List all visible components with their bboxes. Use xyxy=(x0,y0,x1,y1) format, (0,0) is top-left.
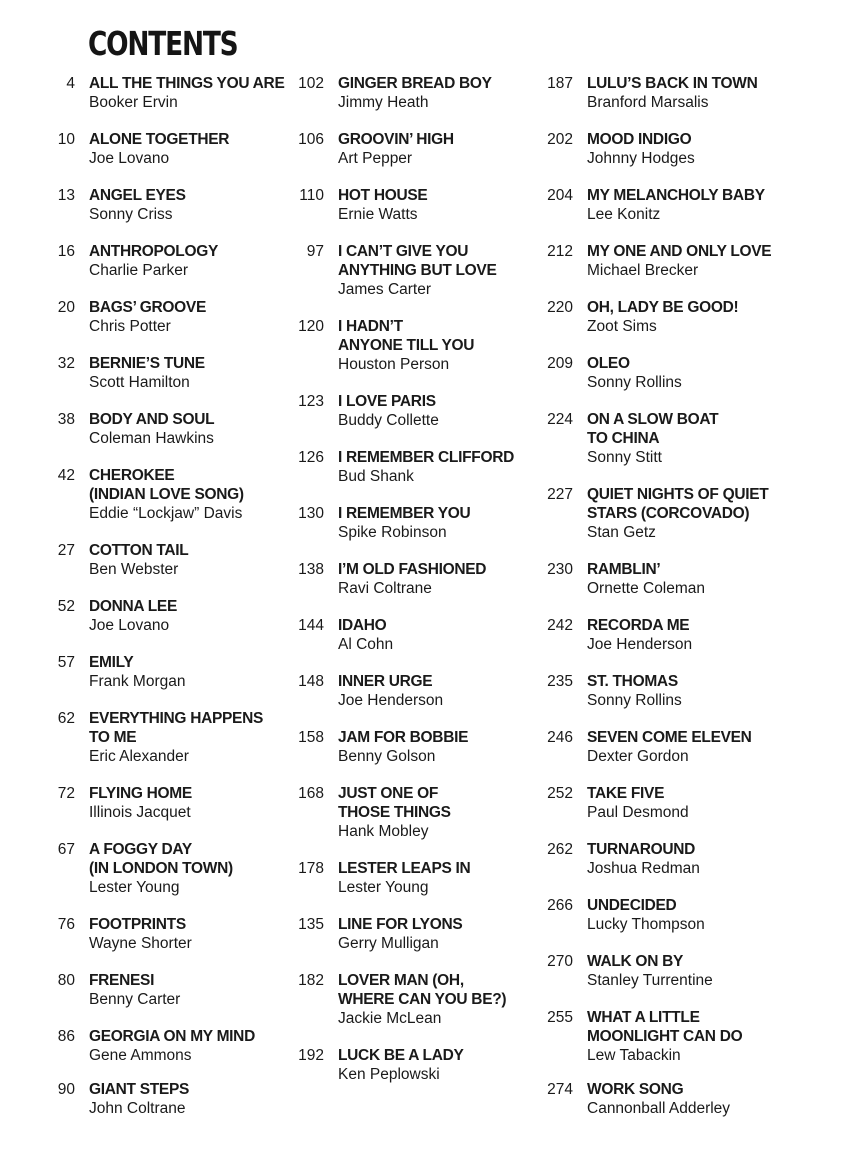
song-title-line: COTTON TAIL xyxy=(89,542,189,559)
toc-entry xyxy=(538,784,788,822)
toc-entry xyxy=(40,410,290,448)
toc-entry xyxy=(289,130,539,168)
page-number: 270 xyxy=(547,953,573,970)
song-title xyxy=(89,410,214,429)
song-title xyxy=(338,859,470,878)
song-title xyxy=(587,728,752,747)
song-title xyxy=(338,728,468,747)
song-title-line: ST. THOMAS xyxy=(587,673,678,690)
artist-name: Joshua Redman xyxy=(587,860,700,877)
toc-entry xyxy=(538,242,788,280)
artist-name: Illinois Jacquet xyxy=(89,804,191,821)
song-title-line: GROOVIN’ HIGH xyxy=(338,131,454,148)
page-number: 38 xyxy=(57,411,75,428)
page-number: 52 xyxy=(57,598,75,615)
artist-name: Stanley Turrentine xyxy=(587,972,713,989)
song-title-line: I LOVE PARIS xyxy=(338,393,436,410)
page-number: 72 xyxy=(57,785,75,802)
page-number: 130 xyxy=(298,505,324,522)
song-title xyxy=(89,840,233,878)
toc-entry xyxy=(289,448,539,486)
song-title xyxy=(89,541,188,560)
song-title-line: (IN LONDON TOWN) xyxy=(89,860,233,877)
artist-name: Sonny Criss xyxy=(89,206,173,223)
toc-entry xyxy=(289,859,539,897)
toc-entry xyxy=(40,466,290,523)
song-title xyxy=(338,186,427,205)
page-number: 144 xyxy=(298,617,324,634)
page-number: 42 xyxy=(57,467,75,484)
song-title xyxy=(587,896,705,915)
artist-name: Eddie “Lockjaw” Davis xyxy=(89,505,243,522)
page-number: 86 xyxy=(57,1028,75,1045)
page-number: 10 xyxy=(57,131,75,148)
artist-name: Gene Ammons xyxy=(89,1047,192,1064)
artist-name: Booker Ervin xyxy=(89,94,178,111)
toc-entry xyxy=(289,242,539,299)
song-title-line: FOOTPRINTS xyxy=(89,916,186,933)
toc-entry xyxy=(289,616,539,654)
page-number: 192 xyxy=(298,1047,324,1064)
song-title-line: GEORGIA ON MY MIND xyxy=(89,1028,255,1045)
page-number: 252 xyxy=(547,785,573,802)
song-title-line: THOSE THINGS xyxy=(338,804,451,821)
toc-entry xyxy=(40,242,290,280)
song-title xyxy=(89,242,218,261)
song-title xyxy=(89,597,177,616)
song-title xyxy=(338,616,393,635)
page-number: 126 xyxy=(298,449,324,466)
artist-name: Lee Konitz xyxy=(587,206,661,223)
song-title xyxy=(89,915,192,934)
song-title-line: GIANT STEPS xyxy=(89,1081,190,1098)
toc-entry xyxy=(40,74,290,112)
song-title-line: MOOD INDIGO xyxy=(587,131,692,148)
song-title-line: CHEROKEE xyxy=(89,467,175,484)
toc-entry xyxy=(538,410,788,467)
song-title-line: TAKE FIVE xyxy=(587,785,665,802)
artist-name: James Carter xyxy=(338,281,432,298)
song-title-line: RECORDA ME xyxy=(587,617,690,634)
song-title xyxy=(338,74,492,93)
toc-entry xyxy=(538,186,788,224)
toc-entry xyxy=(40,298,290,336)
artist-name: Ken Peplowski xyxy=(338,1066,440,1083)
song-title xyxy=(89,784,192,803)
song-title-line: ON A SLOW BOAT xyxy=(587,411,719,428)
page-number: 182 xyxy=(298,972,324,989)
toc-entry xyxy=(538,896,788,934)
artist-name: Sonny Rollins xyxy=(587,374,682,391)
toc-entry xyxy=(538,728,788,766)
page-number: 262 xyxy=(547,841,573,858)
artist-name: Art Pepper xyxy=(338,150,413,167)
toc-entry xyxy=(289,74,539,112)
song-title-line: ALL THE THINGS YOU ARE xyxy=(89,75,285,92)
artist-name: Stan Getz xyxy=(587,524,656,541)
page-number: 220 xyxy=(547,299,573,316)
song-title-line: LINE FOR LYONS xyxy=(338,916,463,933)
song-title xyxy=(587,784,689,803)
artist-name: Hank Mobley xyxy=(338,823,429,840)
song-title xyxy=(338,130,454,149)
toc-entry xyxy=(40,784,290,822)
page-number: 62 xyxy=(57,710,75,727)
song-title-line: EMILY xyxy=(89,654,134,671)
artist-name: Lester Young xyxy=(338,879,429,896)
page-number: 212 xyxy=(547,243,573,260)
song-title xyxy=(89,709,263,747)
song-title-line: EVERYTHING HAPPENS xyxy=(89,710,264,727)
song-title-line: (INDIAN LOVE SONG) xyxy=(89,486,244,503)
song-title xyxy=(587,354,682,373)
page-number: 227 xyxy=(547,486,573,503)
toc-entry xyxy=(538,1008,788,1065)
page-number: 235 xyxy=(547,673,573,690)
page-number: 242 xyxy=(547,617,573,634)
toc-entry xyxy=(40,1080,290,1118)
song-title-line: TO ME xyxy=(89,729,137,746)
toc-entry xyxy=(40,840,290,897)
song-title-line: OLEO xyxy=(587,355,630,372)
song-title xyxy=(89,130,229,149)
song-title-line: FRENESI xyxy=(89,972,155,989)
page-number: 102 xyxy=(298,75,324,92)
song-title-line: ANYONE TILL YOU xyxy=(338,337,475,354)
artist-name: Lew Tabackin xyxy=(587,1047,681,1064)
song-title xyxy=(89,1027,255,1046)
song-title xyxy=(89,1080,189,1099)
toc-entry xyxy=(40,971,290,1009)
song-title xyxy=(89,354,205,373)
page-number: 148 xyxy=(298,673,324,690)
song-title-line: BAGS’ GROOVE xyxy=(89,299,206,316)
artist-name: Eric Alexander xyxy=(89,748,189,765)
artist-name: Spike Robinson xyxy=(338,524,447,541)
artist-name: Ornette Coleman xyxy=(587,580,706,597)
song-title xyxy=(587,1008,742,1046)
toc-entry xyxy=(538,560,788,598)
artist-name: John Coltrane xyxy=(89,1100,186,1117)
artist-name: Lucky Thompson xyxy=(587,916,705,933)
song-title-line: ANYTHING BUT LOVE xyxy=(338,262,497,279)
song-title-line: DONNA LEE xyxy=(89,598,178,615)
page-number: 255 xyxy=(547,1009,573,1026)
song-title xyxy=(587,616,692,635)
page-number: 67 xyxy=(57,841,75,858)
song-title-line: I CAN’T GIVE YOU xyxy=(338,243,469,260)
toc-entry xyxy=(538,672,788,710)
song-title xyxy=(338,971,506,1009)
song-title-line: ALONE TOGETHER xyxy=(89,131,230,148)
toc-entry xyxy=(40,541,290,579)
page-number: 224 xyxy=(547,411,573,428)
song-title xyxy=(89,74,285,93)
song-title-line: I REMEMBER YOU xyxy=(338,505,471,522)
page-number: 202 xyxy=(547,131,573,148)
artist-name: Joe Henderson xyxy=(587,636,693,653)
toc-entry xyxy=(538,298,788,336)
page-number: 158 xyxy=(298,729,324,746)
song-title-line: I HADN’T xyxy=(338,318,403,335)
page-number: 90 xyxy=(57,1081,75,1098)
song-title xyxy=(587,130,695,149)
toc-entry xyxy=(289,504,539,542)
song-title-line: UNDECIDED xyxy=(587,897,677,914)
song-title-line: FLYING HOME xyxy=(89,785,192,802)
artist-name: Paul Desmond xyxy=(587,804,689,821)
toc-entry xyxy=(538,840,788,878)
page-title: CONTENTS xyxy=(88,24,238,63)
page-number: 266 xyxy=(547,897,573,914)
page-number: 204 xyxy=(547,187,573,204)
song-title-line: LESTER LEAPS IN xyxy=(338,860,471,877)
toc-entry xyxy=(289,317,539,374)
song-title-line: LOVER MAN (OH, xyxy=(338,972,464,989)
toc-entry xyxy=(40,709,290,766)
artist-name: Jimmy Heath xyxy=(338,94,429,111)
toc-entry xyxy=(40,653,290,691)
song-title xyxy=(89,466,244,504)
artist-name: Joe Henderson xyxy=(338,692,444,709)
song-title xyxy=(338,242,497,280)
page-number: 209 xyxy=(547,355,573,372)
artist-name: Coleman Hawkins xyxy=(89,430,214,447)
song-title-line: I’M OLD FASHIONED xyxy=(338,561,487,578)
page-number: 20 xyxy=(57,299,75,316)
page-number: 4 xyxy=(66,75,75,92)
toc-entry xyxy=(538,1080,788,1118)
song-title-line: OH, LADY BE GOOD! xyxy=(587,299,739,316)
page-number: 97 xyxy=(306,243,324,260)
song-title-line: JUST ONE OF xyxy=(338,785,439,802)
song-title-line: BERNIE’S TUNE xyxy=(89,355,205,372)
artist-name: Ben Webster xyxy=(89,561,179,578)
song-title-line: TURNAROUND xyxy=(587,841,696,858)
page-number: 138 xyxy=(298,561,324,578)
artist-name: Charlie Parker xyxy=(89,262,189,279)
song-title-line: WALK ON BY xyxy=(587,953,684,970)
song-title xyxy=(587,560,705,579)
artist-name: Zoot Sims xyxy=(587,318,657,335)
song-title xyxy=(587,74,758,93)
artist-name: Bud Shank xyxy=(338,468,414,485)
song-title xyxy=(338,317,474,355)
song-title xyxy=(587,186,765,205)
song-title xyxy=(89,298,206,317)
page-number: 16 xyxy=(57,243,75,260)
artist-name: Gerry Mulligan xyxy=(338,935,439,952)
song-title-line: MY MELANCHOLY BABY xyxy=(587,187,765,204)
song-title-line: QUIET NIGHTS OF QUIET xyxy=(587,486,769,503)
toc-entry xyxy=(538,485,788,542)
song-title xyxy=(587,298,738,317)
song-title xyxy=(338,392,439,411)
page-number: 13 xyxy=(57,187,75,204)
song-title xyxy=(338,448,514,467)
artist-name: Benny Carter xyxy=(89,991,181,1008)
toc-entry xyxy=(289,971,539,1028)
toc-entry xyxy=(40,354,290,392)
artist-name: Scott Hamilton xyxy=(89,374,190,391)
page-number: 27 xyxy=(57,542,75,559)
page-number: 178 xyxy=(298,860,324,877)
page-number: 120 xyxy=(298,318,324,335)
song-title-line: INNER URGE xyxy=(338,673,433,690)
song-title-line: STARS (CORCOVADO) xyxy=(587,505,750,522)
artist-name: Cannonball Adderley xyxy=(587,1100,731,1117)
song-title xyxy=(587,840,700,859)
page-number: 168 xyxy=(298,785,324,802)
artist-name: Ernie Watts xyxy=(338,206,418,223)
artist-name: Branford Marsalis xyxy=(587,94,709,111)
song-title-line: LUCK BE A LADY xyxy=(338,1047,464,1064)
toc-entry xyxy=(40,186,290,224)
artist-name: Michael Brecker xyxy=(587,262,699,279)
song-title xyxy=(338,915,462,934)
toc-entry xyxy=(40,130,290,168)
song-title-line: I REMEMBER CLIFFORD xyxy=(338,449,514,466)
song-title-line: ANTHROPOLOGY xyxy=(89,243,219,260)
page-number: 106 xyxy=(298,131,324,148)
toc-entry xyxy=(40,915,290,953)
song-title xyxy=(587,485,768,523)
song-title xyxy=(338,560,486,579)
artist-name: Sonny Rollins xyxy=(587,692,682,709)
toc-entry xyxy=(538,354,788,392)
song-title xyxy=(587,410,718,448)
song-title-line: IDAHO xyxy=(338,617,387,634)
page-number: 123 xyxy=(298,393,324,410)
song-title xyxy=(338,504,470,523)
song-title-line: JAM FOR BOBBIE xyxy=(338,729,469,746)
toc-entry xyxy=(289,1046,539,1084)
page-number: 246 xyxy=(547,729,573,746)
song-title-line: HOT HOUSE xyxy=(338,187,428,204)
artist-name: Jackie McLean xyxy=(338,1010,442,1027)
song-title xyxy=(587,672,682,691)
toc-entry xyxy=(289,672,539,710)
song-title-line: RAMBLIN’ xyxy=(587,561,661,578)
artist-name: Johnny Hodges xyxy=(587,150,695,167)
song-title-line: GINGER BREAD BOY xyxy=(338,75,492,92)
toc-entry xyxy=(289,915,539,953)
song-title-line: SEVEN COME ELEVEN xyxy=(587,729,752,746)
song-title-line: WHAT A LITTLE xyxy=(587,1009,700,1026)
toc-entry xyxy=(538,74,788,112)
toc-entry xyxy=(289,784,539,841)
page-number: 80 xyxy=(57,972,75,989)
artist-name: Benny Golson xyxy=(338,748,436,765)
song-title-line: WHERE CAN YOU BE?) xyxy=(338,991,507,1008)
artist-name: Joe Lovano xyxy=(89,617,170,634)
artist-name: Al Cohn xyxy=(338,636,394,653)
toc-entry xyxy=(289,392,539,430)
song-title xyxy=(89,186,186,205)
artist-name: Ravi Coltrane xyxy=(338,580,432,597)
toc-entry xyxy=(40,1027,290,1065)
song-title xyxy=(338,672,443,691)
page-number: 274 xyxy=(547,1081,573,1098)
song-title-line: TO CHINA xyxy=(587,430,660,447)
toc-entry xyxy=(538,616,788,654)
artist-name: Chris Potter xyxy=(89,318,171,335)
song-title xyxy=(587,952,713,971)
page-number: 32 xyxy=(57,355,75,372)
artist-name: Frank Morgan xyxy=(89,673,186,690)
toc-entry xyxy=(538,130,788,168)
song-title xyxy=(338,784,451,822)
song-title xyxy=(587,1080,730,1099)
toc-entry xyxy=(40,597,290,635)
artist-name: Sonny Stitt xyxy=(587,449,662,466)
song-title xyxy=(338,1046,464,1065)
page-number: 135 xyxy=(298,916,324,933)
song-title xyxy=(587,242,771,261)
artist-name: Lester Young xyxy=(89,879,180,896)
song-title-line: WORK SONG xyxy=(587,1081,684,1098)
song-title-line: LULU’S BACK IN TOWN xyxy=(587,75,758,92)
song-title-line: BODY AND SOUL xyxy=(89,411,215,428)
artist-name: Buddy Collette xyxy=(338,412,439,429)
page-number: 76 xyxy=(57,916,75,933)
page-number: 57 xyxy=(57,654,75,671)
toc-entry xyxy=(289,560,539,598)
toc-entry xyxy=(538,952,788,990)
page-number: 230 xyxy=(547,561,573,578)
song-title xyxy=(89,971,180,990)
song-title xyxy=(89,653,185,672)
artist-name: Joe Lovano xyxy=(89,150,170,167)
song-title-line: ANGEL EYES xyxy=(89,187,186,204)
toc-entry xyxy=(289,728,539,766)
page-number: 110 xyxy=(299,187,324,204)
artist-name: Dexter Gordon xyxy=(587,748,689,765)
artist-name: Wayne Shorter xyxy=(89,935,192,952)
song-title-line: MOONLIGHT CAN DO xyxy=(587,1028,743,1045)
toc-entry xyxy=(289,186,539,224)
artist-name: Houston Person xyxy=(338,356,450,373)
song-title-line: MY ONE AND ONLY LOVE xyxy=(587,243,772,260)
song-title-line: A FOGGY DAY xyxy=(89,841,192,858)
page-number: 187 xyxy=(547,75,573,92)
